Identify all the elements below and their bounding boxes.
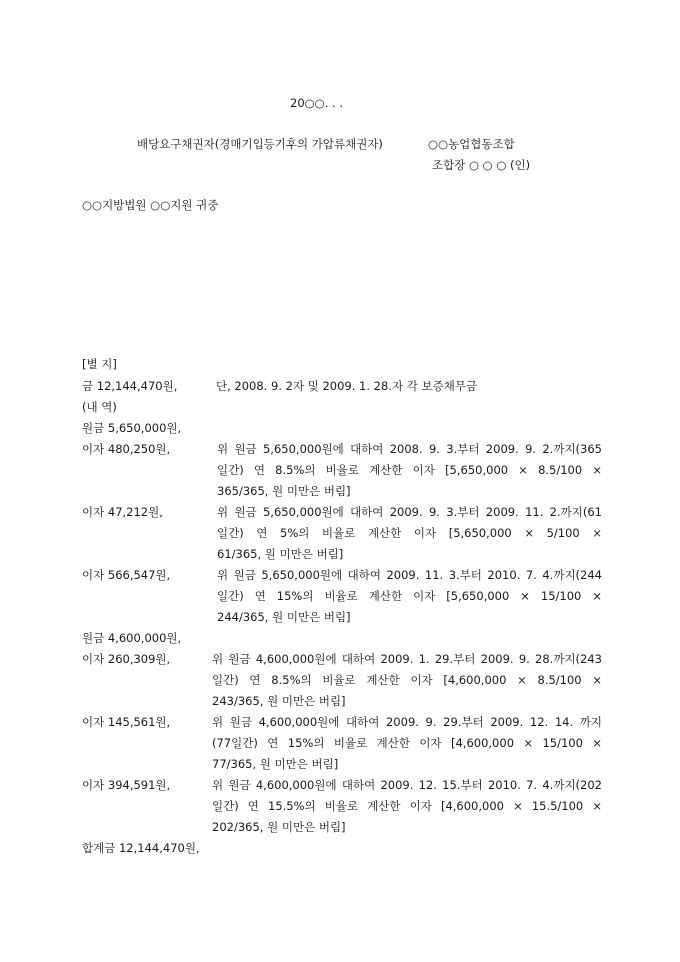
principal-2: 원금 4,600,000원,	[82, 631, 182, 645]
label-spacer	[82, 460, 212, 481]
interest-label: 이자 260,309원,	[82, 652, 171, 666]
interest-detail: 위 원금 4,600,000원에 대하여 2009. 1. 29.부터 2009. 9. 28.까지(243	[212, 652, 602, 666]
interest-detail: 위 원금 5,650,000원에 대하여 2009. 9. 3.부터 2009. 11. 2.까지(61	[217, 505, 602, 519]
interest-label: 이자 145,561원,	[82, 715, 171, 729]
label-spacer	[82, 523, 212, 544]
interest-line	[82, 439, 602, 460]
interest-detail: 일간) 연 8.5%의 비율로 계산한 이자 [4,600,000 × 8.5/100 ×	[212, 673, 602, 687]
signer-line: 조합장 ○ ○ ○ (인)	[432, 158, 531, 172]
interest-detail: 일간) 연 15.5%의 비율로 계산한 이자 [4,600,000 × 15.5/100 ×	[212, 799, 602, 813]
interest-detail: 위 원금 4,600,000원에 대하여 2009. 12. 15.부터 2010. 7. 4.까지(202	[212, 778, 602, 792]
interest-detail: 위 원금 5,650,000원에 대하여 2008. 9. 3.부터 2009. 9. 2.까지(365	[217, 442, 602, 456]
interest-line	[82, 691, 602, 712]
total-description: 단, 2008. 9. 2자 및 2009. 1. 28.자 각 보증채무금	[216, 379, 478, 393]
annex-title: [별 지]	[82, 357, 117, 371]
interest-line	[82, 733, 602, 754]
grand-total: 합계금 12,144,470원,	[82, 841, 200, 855]
creditor-label: 배당요구채권자(경매기입등기후의 가압류채권자)	[137, 137, 383, 151]
label-spacer	[82, 586, 212, 607]
interest-detail: (77일간) 연 15%의 비율로 계산한 이자 [4,600,000 × 15/100 ×	[212, 736, 602, 750]
label-spacer	[82, 691, 212, 712]
interest-detail: 일간) 연 5%의 비율로 계산한 이자 [5,650,000 × 5/100 ×	[217, 526, 602, 540]
label-spacer	[82, 481, 212, 502]
interest-detail: 202/365, 원 미만은 버림]	[212, 820, 346, 834]
interest-label: 이자 480,250원,	[82, 442, 171, 456]
interest-detail: 61/365, 원 미만은 버림]	[217, 547, 344, 561]
total-label: 금 12,144,470원,	[82, 379, 178, 393]
interest-label: 이자 394,591원,	[82, 778, 171, 792]
document-date: 20○○. . .	[290, 96, 343, 110]
interest-line	[82, 796, 602, 817]
interest-line	[82, 502, 602, 523]
principal-1: 원금 5,650,000원,	[82, 421, 182, 435]
interest-line	[82, 607, 602, 628]
annex-body	[82, 376, 602, 859]
interest-line	[82, 586, 602, 607]
interest-line	[82, 460, 602, 481]
interest-group-1	[82, 439, 602, 628]
interest-line	[82, 481, 602, 502]
interest-detail: 위 원금 5,650,000원에 대하여 2009. 11. 3.부터 2010. 7. 4.까지(244	[217, 568, 602, 582]
interest-line	[82, 544, 602, 565]
interest-detail: 243/365, 원 미만은 버림]	[212, 694, 346, 708]
interest-line	[82, 775, 602, 796]
interest-line	[82, 754, 602, 775]
label-spacer	[82, 754, 212, 775]
interest-line	[82, 670, 602, 691]
cooperative-name: ○○농업협동조합	[428, 137, 515, 151]
interest-line	[82, 565, 602, 586]
court-addressee: ○○지방법원 ○○지원 귀중	[82, 198, 219, 212]
interest-line	[82, 523, 602, 544]
interest-detail: 244/365, 원 미만은 버림]	[217, 610, 351, 624]
interest-label: 이자 566,547원,	[82, 568, 171, 582]
interest-line	[82, 649, 602, 670]
label-spacer	[82, 607, 212, 628]
interest-label: 이자 47,212원,	[82, 505, 163, 519]
interest-line	[82, 712, 602, 733]
label-spacer	[82, 817, 212, 838]
interest-line	[82, 817, 602, 838]
interest-detail: 위 원금 4,600,000원에 대하여 2009. 9. 29.부터 2009. 12. 14. 까지	[212, 715, 602, 729]
interest-detail: 365/365, 원 미만은 버림]	[217, 484, 351, 498]
interest-detail: 일간) 연 15%의 비율로 계산한 이자 [5,650,000 × 15/100 ×	[217, 589, 602, 603]
interest-detail: 77/365, 원 미만은 버림]	[212, 757, 339, 771]
label-spacer	[82, 733, 212, 754]
label-spacer	[82, 796, 212, 817]
interest-group-2	[82, 649, 602, 838]
total-row	[82, 376, 602, 397]
label-spacer	[82, 544, 212, 565]
interest-detail: 일간) 연 8.5%의 비율로 계산한 이자 [5,650,000 × 8.5/100 ×	[217, 463, 602, 477]
breakdown-label: (내 역)	[82, 400, 117, 414]
label-spacer	[82, 670, 212, 691]
